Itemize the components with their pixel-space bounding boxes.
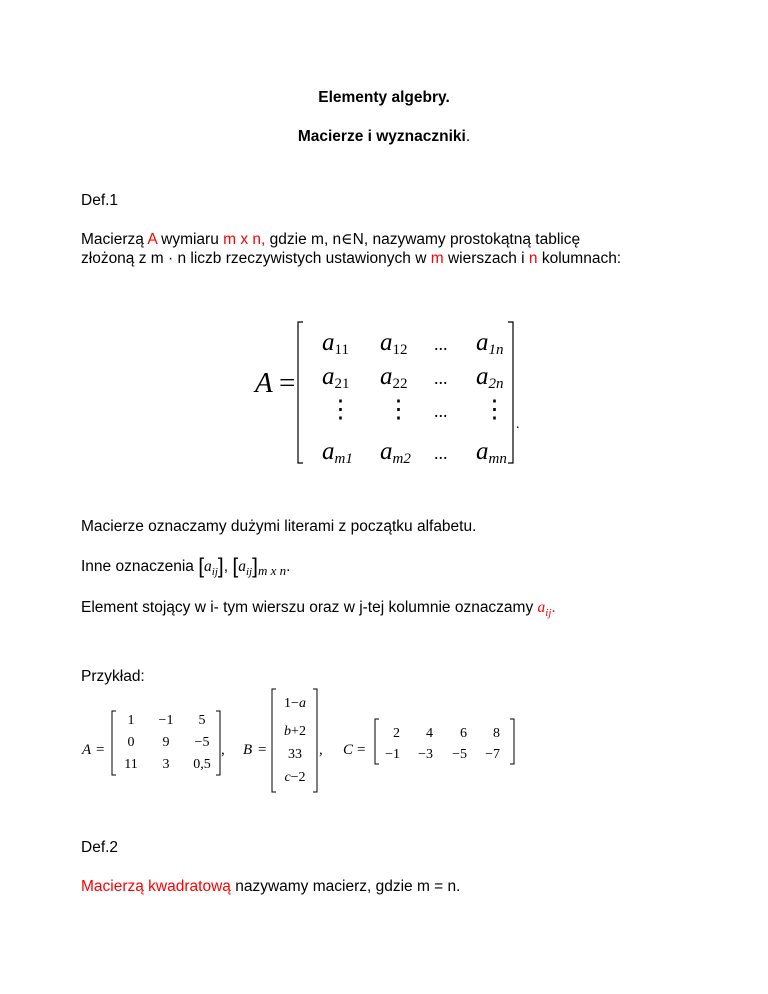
notation-dimension: m x n [257, 563, 287, 579]
subtitle-dot: . [465, 128, 471, 145]
def1-text: kolumnach: [537, 250, 622, 267]
example-C-right-bracket [510, 719, 514, 764]
def1-text: gdzie m, n [265, 231, 342, 248]
def1-dimension: m x n, [223, 231, 266, 248]
matrix-main-cell: ⋮ [482, 396, 507, 423]
matrix-main-cell: a21 [322, 363, 350, 392]
example-A-equals: = [96, 742, 105, 758]
example-C-cell: −3 [418, 747, 433, 762]
example-A-cell: 9 [162, 735, 170, 750]
def1-rows-m: m [430, 250, 444, 267]
element-symbol: a [537, 599, 546, 616]
example-B-left-bracket [272, 689, 276, 792]
example-B-equals: = [258, 742, 267, 758]
matrix-main-cell: am2 [380, 438, 411, 467]
example-B-cell: 33 [288, 747, 302, 762]
example-A-right-bracket [216, 711, 220, 775]
example-A-cell: 1 [127, 713, 135, 728]
example-C-cell: −1 [385, 747, 400, 762]
example-A-left-bracket [112, 711, 116, 775]
example-A-name: A [82, 742, 92, 758]
matrix-main-cell: am1 [322, 438, 353, 467]
subtitle-text: Macierze i wyznaczniki [297, 128, 466, 145]
matrix-main-cell: ⋮ [328, 396, 353, 423]
document-title: Elementy algebry. [318, 89, 450, 106]
example-B-name: B [243, 742, 253, 758]
example-A-cell: 0,5 [193, 757, 211, 772]
matrix-main-cell: a1n [476, 329, 504, 358]
notation-a: a [204, 558, 212, 575]
matrix-main-name: A [255, 367, 273, 399]
matrix-main-cell: ⋮ [386, 396, 411, 423]
example-C-left-bracket [375, 719, 379, 764]
def1-label: Def.1 [81, 192, 119, 209]
def2-definition: nazywamy macierz, gdzie m = n. [230, 878, 461, 895]
example-B-right-bracket [313, 689, 317, 792]
example-B-comma: , [319, 742, 323, 758]
matrix-main-cell: amn [476, 438, 507, 467]
para-capital-letters: Macierze oznaczamy dużymi literami z początku alfabetu. [81, 518, 477, 535]
matrix-main-cell: a12 [380, 329, 408, 358]
notation-suffix: . [286, 558, 291, 575]
example-B-cell: b+2 [284, 724, 306, 739]
example-B-cell: c−2 [284, 770, 306, 785]
def2-text [81, 877, 460, 897]
matrix-main-cell: ... [434, 401, 448, 421]
matrix-main-cell: a22 [380, 363, 408, 392]
def1-text: wymiaru [156, 231, 224, 248]
example-A-cell: −1 [158, 713, 174, 728]
example-A-comma: , [221, 742, 225, 758]
matrix-main-trailing-dot: . [516, 417, 520, 432]
example-C-cell: 2 [393, 726, 400, 741]
def1-matrix-name: A [147, 231, 157, 248]
def1-text: wierszach i [443, 250, 529, 267]
example-label: Przykład: [81, 668, 145, 685]
example-C-cell: −5 [452, 747, 467, 762]
def1-cols-n: n [528, 250, 538, 267]
matrix-main-equals: = [279, 367, 296, 399]
def1-text: złożoną z m · n liczb rzeczywistych ustawionych w [81, 250, 431, 267]
element-sub: ij [545, 607, 552, 620]
def2-label: Def.2 [81, 839, 119, 856]
notation-a: a [238, 558, 246, 575]
element-text: Element stojący w i- tym wierszu oraz w j-tej kolumnie oznaczamy [81, 599, 538, 616]
notation-sub: ij [211, 566, 218, 579]
element-of-symbol: ∈ [341, 231, 353, 248]
matrix-main-cell: ... [434, 368, 448, 388]
element-end: . [551, 599, 556, 616]
example-C-name: C [343, 742, 354, 758]
example-A-cell: 3 [162, 757, 170, 772]
matrix-main-cell: ... [434, 443, 448, 463]
matrix-main-cell: a11 [322, 329, 349, 358]
notation-sub: ij [245, 566, 253, 579]
example-B-cell: 1−a [284, 696, 306, 711]
def1-text: Macierzą [81, 231, 148, 248]
notation-comma: , [223, 558, 229, 575]
matrix-main-cell: a2n [476, 363, 504, 392]
example-A-cell: 0 [127, 735, 135, 750]
example-C-cell: 4 [426, 726, 433, 741]
matrix-main-cell: ... [434, 334, 448, 354]
para-other-notations: Inne oznaczenia $[a_{ij}]$, $[a_{ij}]_{m x n}$. [81, 555, 291, 579]
example-C-cell: −7 [485, 747, 500, 762]
notation-prefix: Inne oznaczenia [81, 558, 199, 575]
example-A-cell: −5 [194, 735, 210, 750]
example-A-cell: 11 [124, 757, 138, 772]
example-C-cell: 6 [460, 726, 467, 741]
def2-term: Macierzą kwadratową [81, 878, 231, 895]
example-C-cell: 8 [493, 726, 500, 741]
example-C-equals: = [357, 742, 366, 758]
example-A-cell: 5 [198, 713, 206, 728]
def1-text: N, nazywamy prostokątną tablicę [352, 231, 581, 248]
